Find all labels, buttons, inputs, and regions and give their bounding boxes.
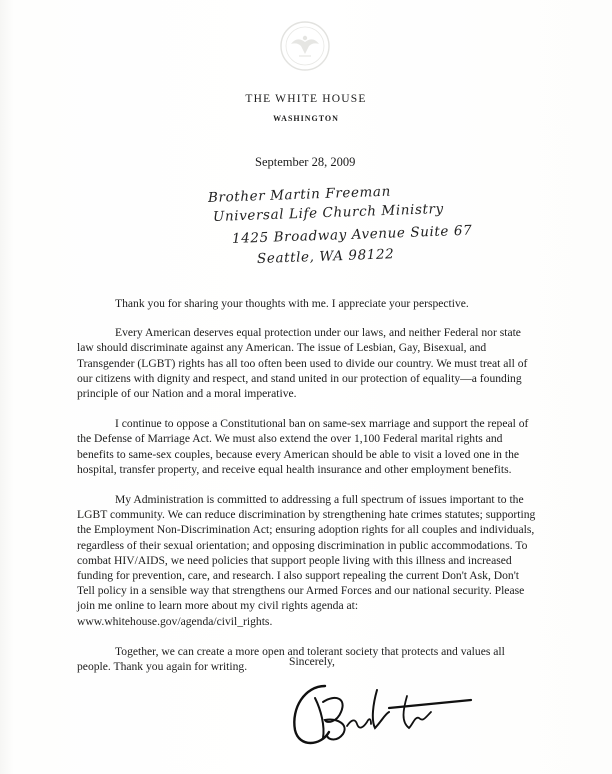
letterhead-subtitle: WASHINGTON — [273, 114, 339, 123]
paragraph-5: Together, we can create a more open and tolerant society that protects and values all people. Thank you again for writing. — [77, 644, 505, 674]
closing-salutation: Sincerely, — [289, 655, 335, 668]
paragraph-1: Thank you for sharing your thoughts with me. I appreciate your perspective. — [115, 297, 469, 310]
paragraph-4: My Administration is committed to addressing a full spectrum of issues important to the LGBT community. We can reduce discrimination by strengthening hate crimes statutes; supporting the Employment Non-Discrimination Act; ensuring adoption rights for all couples and individuals, regardless of their sexual orientation; and opposing discrimination in public accommodations. To combat HIV/AIDS, we need policies that support people living with this illness and increased funding for prevention, care, and research. I also support repealing the current Don't Ask, Don't Tell policy in a sensible way that strengthens our Armed Forces and our national security. Please join me online to learn more about my civil rights agenda at: www.whitehouse.gov/agenda/civil_rights. — [77, 493, 536, 628]
recipient-name: Brother Martin Freeman — [207, 183, 392, 206]
recipient-organization: Universal Life Church Ministry — [212, 200, 445, 225]
recipient-street: 1425 Broadway Avenue Suite 67 — [231, 222, 473, 247]
letterhead-title: THE WHITE HOUSE — [245, 93, 367, 105]
letter-date: September 28, 2009 — [255, 155, 356, 169]
paragraph-2: Every American deserves equal protection under our laws, and neither Federal nor state law should discriminate against any American. The issue of Lesbian, Gay, Bisexual, and Transgender (LGBT) rights has all too often been used to divide our country. We must treat all of our citizens with dignity and respect, and stand united in our protection of equality—a founding principle of our Nation and a moral imperative. — [77, 326, 528, 401]
letter-body — [77, 296, 536, 689]
paragraph-3: I continue to oppose a Constitutional ban on same-sex marriage and support the repeal of the Defense of Marriage Act. We must also extend the over 1,100 Federal marital rights and benefits to same-sex couples, because every American should be able to visit a loved one in the hospital, transfer property, and receive equal health insurance and other employment benefits. — [77, 417, 529, 476]
recipient-city: Seattle, WA 98122 — [256, 246, 395, 267]
signature-icon — [285, 668, 475, 758]
presidential-seal-icon — [279, 20, 331, 72]
